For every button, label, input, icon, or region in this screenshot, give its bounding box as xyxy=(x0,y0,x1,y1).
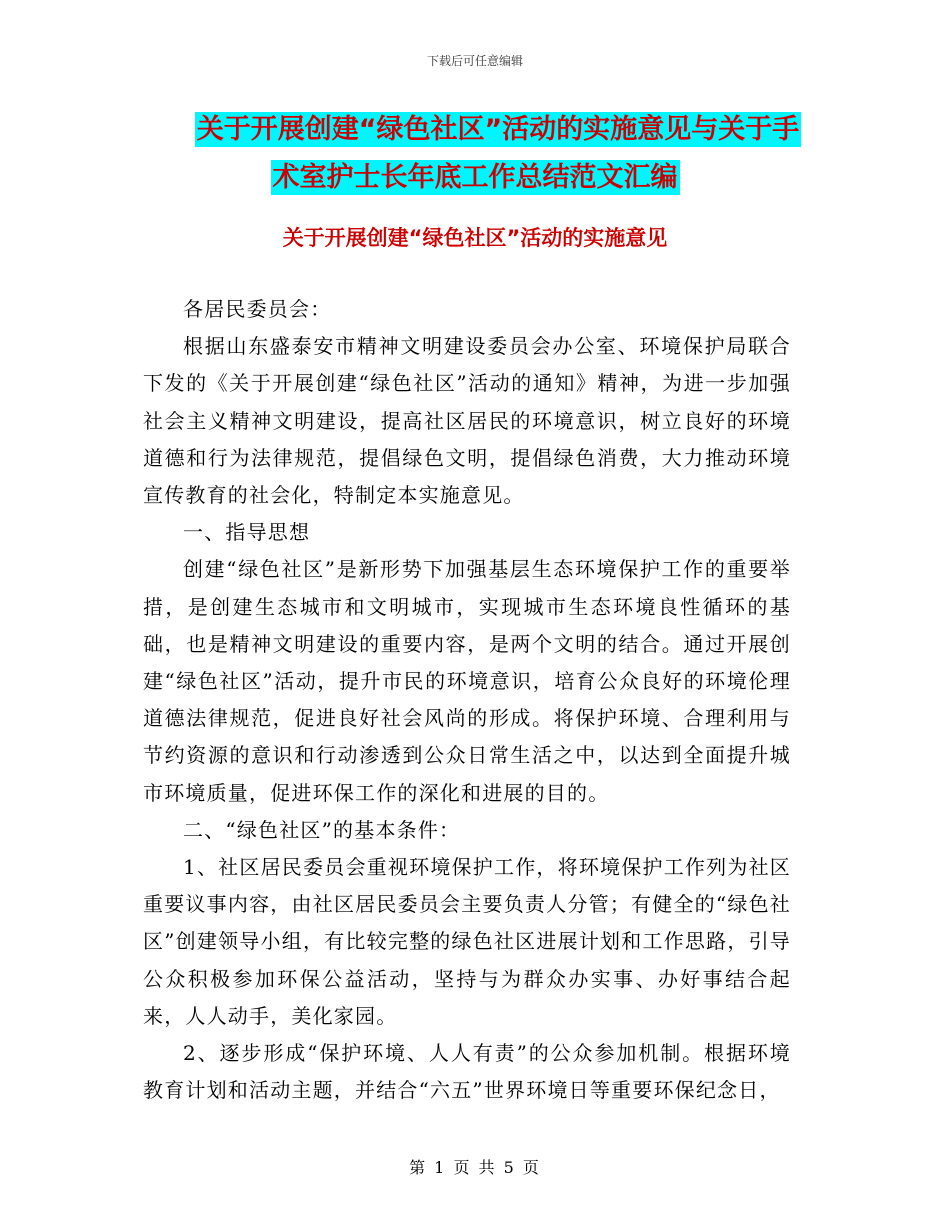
salutation-paragraph: 各居民委员会： xyxy=(183,297,332,321)
section-title: 关于开展创建“绿色社区”活动的实施意见 xyxy=(282,226,668,250)
document-title-line-1 xyxy=(0,106,950,154)
document-title-line-2 xyxy=(0,154,950,202)
page-header-note: 下载后可任意编辑 xyxy=(426,54,523,68)
intro-paragraph: 根据山东盛泰安市精神文明建设委员会办公室、环境保护局联合下发的《关于开展创建“绿色社区”活动的通知》精神，为进一步加强社会主义精神文明建设，提高社区居民的环境意识，树立良好的环境道德和行为法律规范，提倡绿色文明，提倡绿色消费，大力推动环境宣传教育的社会化，特制定本实施意见。 xyxy=(143,334,791,508)
heading-basic-conditions: 二、“绿色社区”的基本条件： xyxy=(183,817,461,842)
document-title xyxy=(0,106,950,202)
title-highlight-1: 关于开展创建“绿色社区”活动的实施意见与关于手 xyxy=(196,114,800,145)
document-body xyxy=(143,291,791,1109)
title-highlight-2: 术室护士长年底工作总结范文汇编 xyxy=(272,162,678,193)
heading-guiding-ideas: 一、指导思想 xyxy=(183,520,311,545)
condition-1-paragraph: 1、社区居民委员会重视环境保护工作，将环境保护工作列为社区重要议事内容，由社区居民委员会主要负责人分管；有健全的“绿色社区”创建领导小组，有比较完整的绿色社区进展计划和工作思路，引导公众积极参加环保公益活动，坚持与为群众办实事、办好事结合起来，人人动手，美化家园。 xyxy=(143,855,791,1028)
page-number-footer: 第 1 页 共 5 页 xyxy=(409,1158,541,1177)
guiding-ideas-paragraph: 创建“绿色社区”是新形势下加强基层生态环境保护工作的重要举措，是创建生态城市和文明城市，实现城市生态环境良性循环的基础，也是精神文明建设的重要内容，是两个文明的结合。通过开展创建“绿色社区”活动，提升市民的环境意识，培育公众良好的环境伦理道德法律规范，促进良好社会风尚的形成。将保护环境、合理利用与节约资源的意识和行动渗透到公众日常生活之中，以达到全面提升城市环境质量，促进环保工作的深化和进展的目的。 xyxy=(143,557,791,805)
condition-2-paragraph: 2、逐步形成“保护环境、人人有责”的公众参加机制。根据环境教育计划和活动主题，并结合“六五”世界环境日等重要环保纪念日， xyxy=(143,1041,791,1103)
